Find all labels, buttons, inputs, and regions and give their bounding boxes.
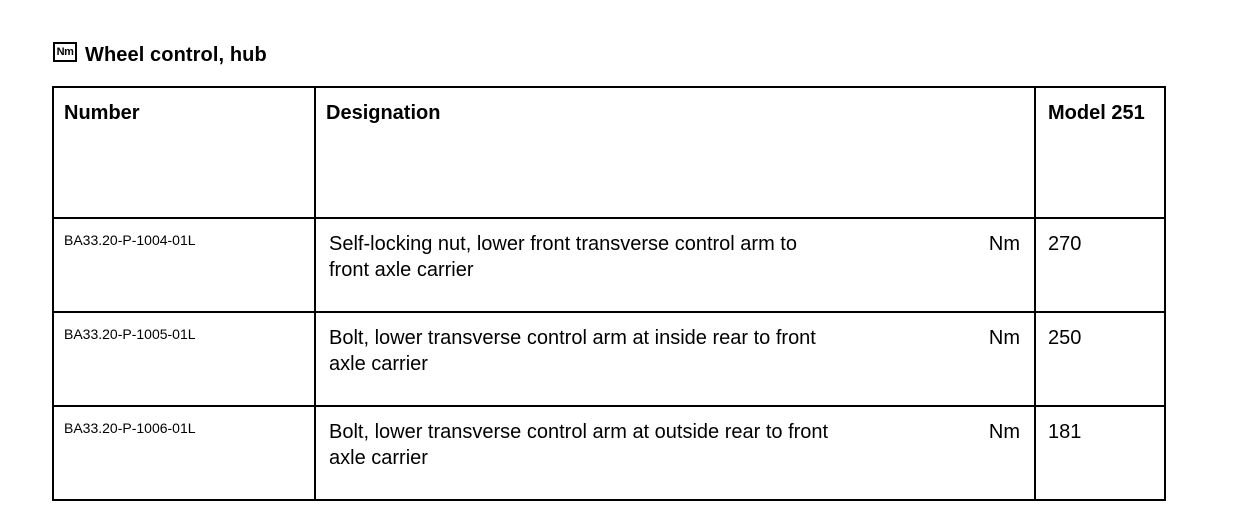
unit-label: Nm <box>988 421 1020 443</box>
row-designation <box>315 312 1035 406</box>
row-number-link[interactable]: BA33.20-P-1004-01L <box>53 218 315 312</box>
table-row <box>53 218 1165 312</box>
row-value: 181 <box>1035 406 1165 500</box>
unit-label: Nm <box>988 327 1020 349</box>
header-model: Model 251 <box>1035 87 1165 218</box>
row-number-link[interactable]: BA33.20-P-1006-01L <box>53 406 315 500</box>
row-designation <box>315 218 1035 312</box>
designation-text: Bolt, lower transverse control arm at outside rear to front axle carrier <box>329 421 829 469</box>
table-header-row <box>53 87 1165 218</box>
torque-table <box>52 86 1166 501</box>
table-row <box>53 406 1165 500</box>
header-designation: Designation <box>315 87 1035 218</box>
torque-nm-icon: Nm <box>53 42 77 62</box>
designation-text: Bolt, lower transverse control arm at inside rear to front axle carrier <box>329 327 816 375</box>
unit-label: Nm <box>988 233 1020 255</box>
row-number-link[interactable]: BA33.20-P-1005-01L <box>53 312 315 406</box>
row-value: 250 <box>1035 312 1165 406</box>
header-number: Number <box>53 87 315 218</box>
section-heading <box>53 40 267 70</box>
row-designation <box>315 406 1035 500</box>
section-title: Wheel control, hub <box>85 43 267 66</box>
table-row <box>53 312 1165 406</box>
designation-text: Self-locking nut, lower front transverse control arm to front axle carrier <box>329 233 797 281</box>
row-value: 270 <box>1035 218 1165 312</box>
